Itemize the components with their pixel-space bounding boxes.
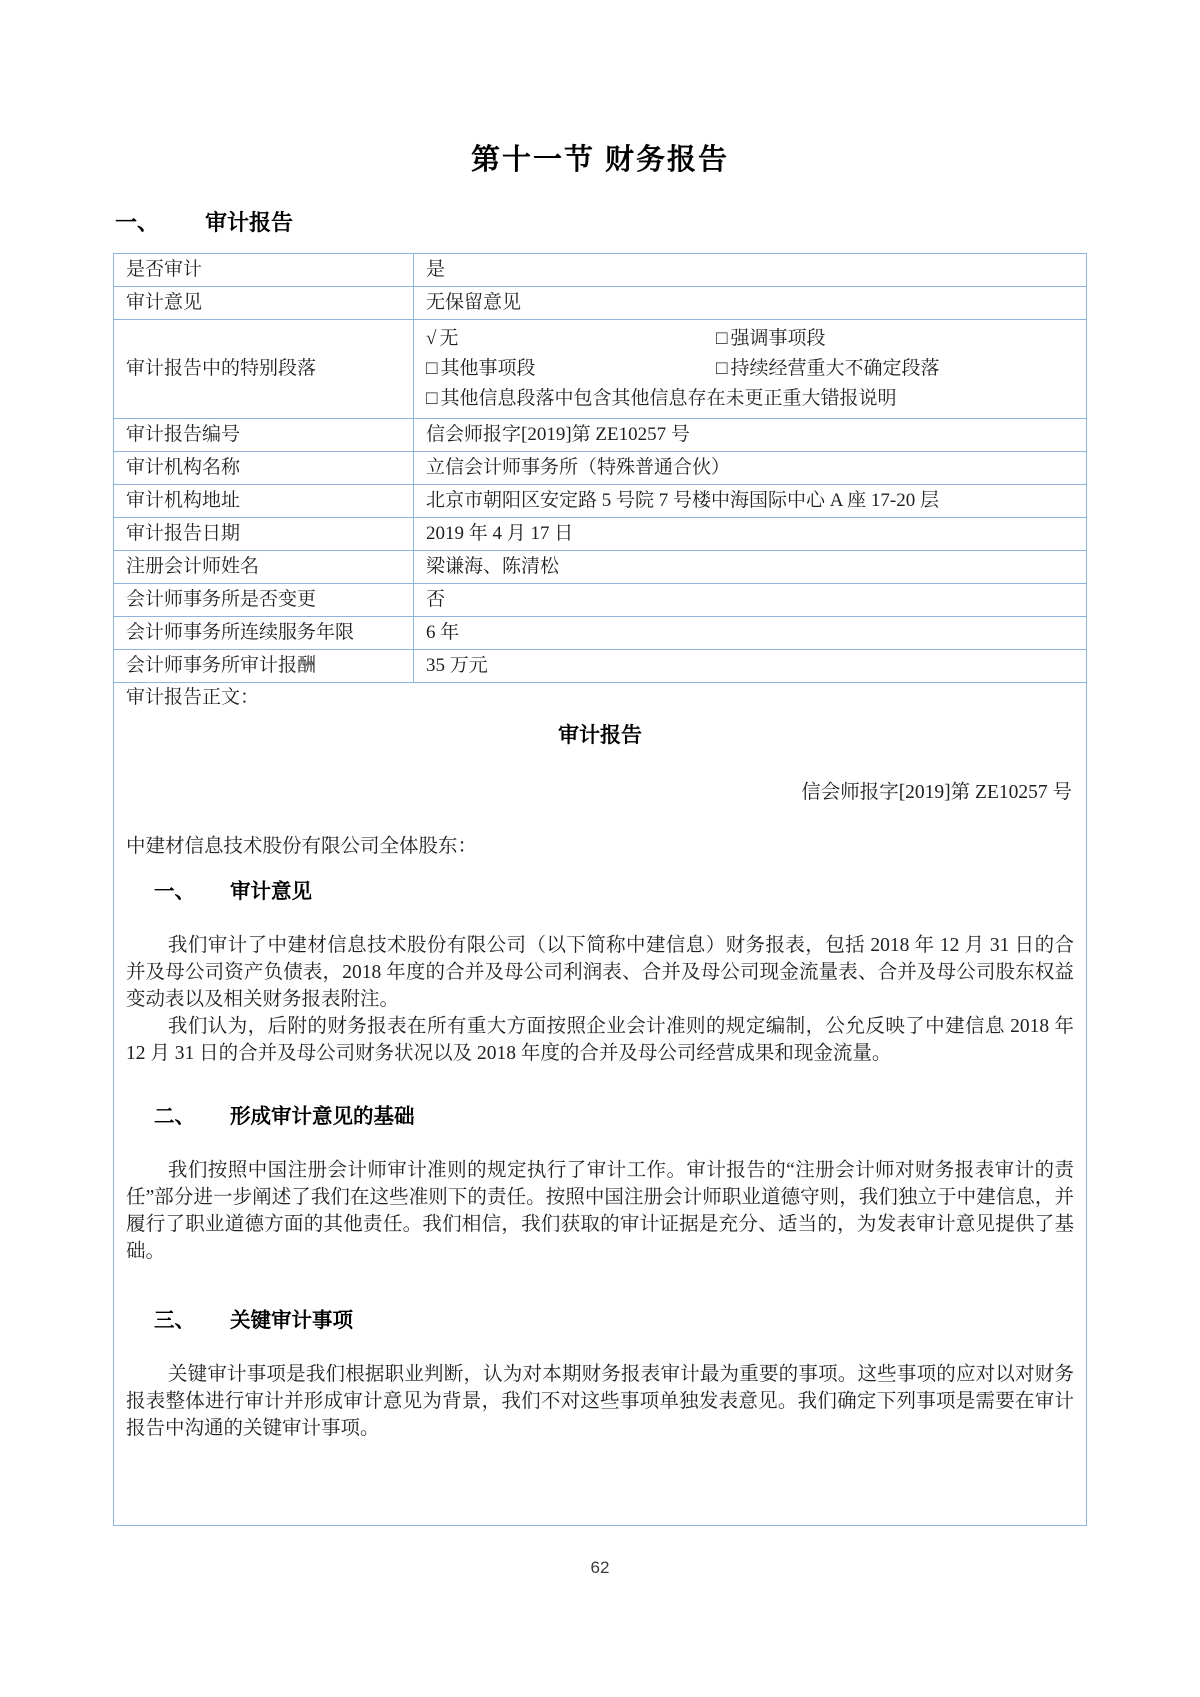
table-row-audit-firm-address — [114, 485, 1087, 518]
table-row-audit-fee — [114, 650, 1087, 683]
row-label: 审计报告中的特别段落 — [114, 320, 414, 419]
table-row-report-body — [114, 683, 1087, 1526]
row-value: 6 年 — [414, 617, 1087, 650]
report-section-title: 关键审计事项 — [230, 1309, 353, 1332]
report-reference-number: 信会师报字[2019]第 ZE10257 号 — [801, 782, 1072, 803]
table-row-service-years — [114, 617, 1087, 650]
row-label: 审计报告编号 — [114, 419, 414, 452]
page-title: 第十一节 财务报告 — [470, 144, 730, 176]
checkbox-icon: □ — [716, 328, 728, 349]
option-label: 其他事项段 — [440, 358, 536, 379]
row-value: 立信会计师事务所（特殊普通合伙） — [414, 452, 1087, 485]
row-label: 审计机构地址 — [114, 485, 414, 518]
table-row-report-number — [114, 419, 1087, 452]
table-row-audit-opinion — [114, 287, 1087, 320]
report-paragraph: 我们审计了中建材信息技术股份有限公司（以下简称中建信息）财务报表，包括 2018 年 12 月 31 日的合并及母公司资产负债表，2018 年度的合并及母公司利润表、合并及母公司现金流量表、合并及母公司股东权益变动表以及相关财务报表附注。 — [126, 935, 1074, 1010]
section-number: 一、 — [115, 210, 160, 235]
report-title: 审计报告 — [558, 724, 642, 747]
checkbox-icon: □ — [426, 388, 438, 409]
option-emphasis-paragraph — [716, 324, 826, 354]
report-body-cell — [114, 683, 1087, 1526]
checkbox-icon: □ — [716, 358, 728, 379]
report-paragraph: 我们按照中国注册会计师审计准则的规定执行了审计工作。审计报告的“注册会计师对财务报表审计的责任”部分进一步阐述了我们在这些准则下的责任。按照中国注册会计师职业道德守则，我们独立于中建信息，并履行了职业道德方面的其他责任。我们相信，我们获取的审计证据是充分、适当的，为发表审计意见提供了基础。 — [126, 1160, 1074, 1262]
option-label: 无 — [439, 328, 459, 349]
row-value: 梁谦海、陈清松 — [414, 551, 1087, 584]
report-body-label: 审计报告正文： — [126, 687, 260, 708]
row-label: 会计师事务所是否变更 — [114, 584, 414, 617]
row-value: 北京市朝阳区安定路 5 号院 7 号楼中海国际中心 A 座 17-20 层 — [414, 485, 1087, 518]
report-paragraph: 关键审计事项是我们根据职业判断，认为对本期财务报表审计最为重要的事项。这些事项的应对以对财务报表整体进行审计并形成审计意见为背景，我们不对这些事项单独发表意见。我们确定下列事项是需要在审计报告中沟通的关键审计事项。 — [126, 1364, 1074, 1439]
report-section-heading-basis — [154, 1103, 1074, 1131]
option-other-information-misstatement — [426, 384, 897, 414]
section-title: 审计报告 — [205, 210, 294, 235]
report-addressee: 中建材信息技术股份有限公司全体股东： — [126, 836, 478, 857]
report-section-heading-opinion — [154, 878, 1074, 906]
row-label: 会计师事务所审计报酬 — [114, 650, 414, 683]
special-paragraph-options — [414, 320, 1087, 419]
table-row-cpa-names — [114, 551, 1087, 584]
row-value: 35 万元 — [414, 650, 1087, 683]
option-line — [426, 324, 1074, 354]
option-other-matters-paragraph — [426, 354, 716, 384]
row-label: 审计机构名称 — [114, 452, 414, 485]
table-row-audit-firm-name — [114, 452, 1087, 485]
row-value: 是 — [414, 254, 1087, 287]
row-value: 信会师报字[2019]第 ZE10257 号 — [414, 419, 1087, 452]
option-line — [426, 354, 1074, 384]
option-line — [426, 384, 1074, 414]
report-body — [126, 686, 1074, 1522]
report-section-title: 形成审计意见的基础 — [230, 1105, 415, 1128]
table-row-firm-changed — [114, 584, 1087, 617]
row-label: 是否审计 — [114, 254, 414, 287]
option-label: 持续经营重大不确定段落 — [730, 358, 940, 379]
option-going-concern-paragraph — [716, 354, 940, 384]
row-value: 否 — [414, 584, 1087, 617]
checkbox-icon: □ — [426, 358, 438, 379]
audit-report-table — [113, 253, 1087, 1526]
row-value: 无保留意见 — [414, 287, 1087, 320]
row-label: 审计意见 — [114, 287, 414, 320]
section-heading-audit-report — [115, 209, 1200, 237]
option-none — [426, 324, 716, 354]
report-paragraph: 我们认为，后附的财务报表在所有重大方面按照企业会计准则的规定编制，公允反映了中建信息 2018 年 12 月 31 日的合并及母公司财务状况以及 2018 年度的合并及母公司经营成果和现金流量。 — [126, 1016, 1074, 1064]
check-mark-icon: √ — [426, 328, 437, 349]
page-number: 62 — [590, 1558, 610, 1577]
table-row-report-date — [114, 518, 1087, 551]
report-section-number: 一、 — [154, 880, 195, 903]
report-section-title: 审计意见 — [230, 880, 312, 903]
row-label: 审计报告日期 — [114, 518, 414, 551]
option-label: 强调事项段 — [730, 328, 826, 349]
table-row-special-paragraphs — [114, 320, 1087, 419]
report-section-number: 二、 — [154, 1105, 195, 1128]
row-value: 2019 年 4 月 17 日 — [414, 518, 1087, 551]
report-section-number: 三、 — [154, 1309, 195, 1332]
audit-table-body — [114, 254, 1087, 1526]
report-section-heading-key-audit-matters — [154, 1307, 1074, 1335]
row-label: 注册会计师姓名 — [114, 551, 414, 584]
option-label: 其他信息段落中包含其他信息存在未更正重大错报说明 — [440, 388, 897, 409]
row-label: 会计师事务所连续服务年限 — [114, 617, 414, 650]
table-row-audited — [114, 254, 1087, 287]
